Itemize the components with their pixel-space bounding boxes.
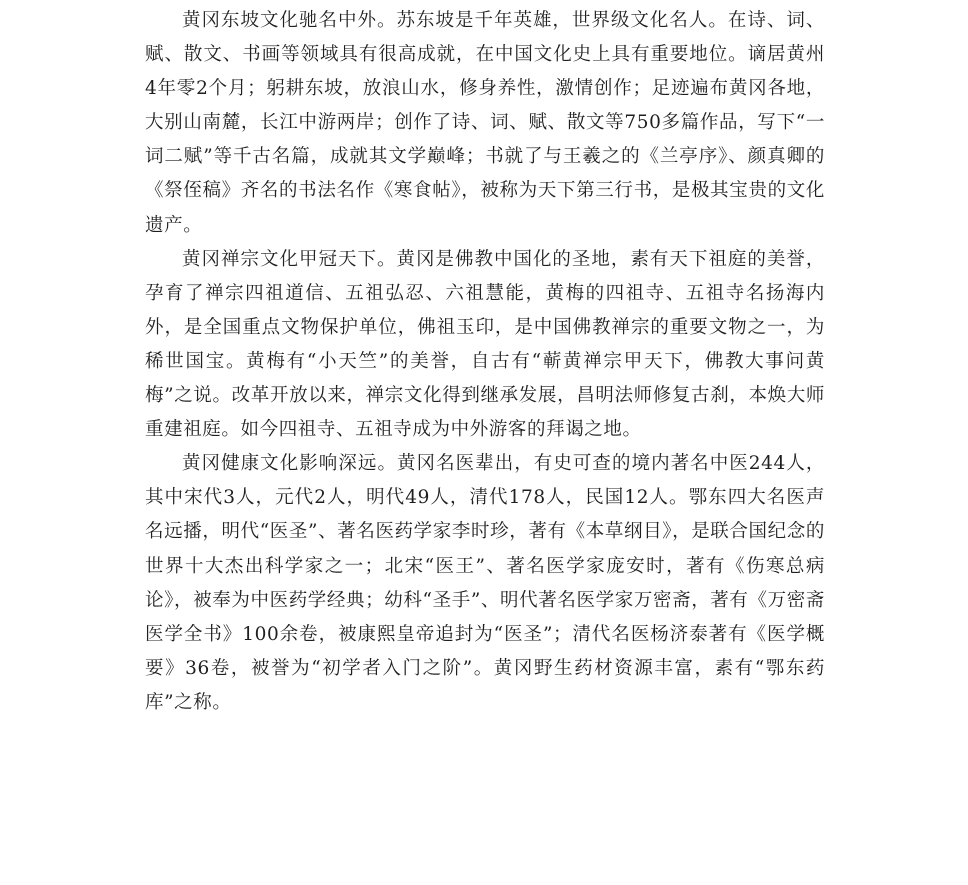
- paragraph-health-culture: 黄冈健康文化影响深远。黄冈名医辈出，有史可查的境内著名中医244人，其中宋代3人，元代2人，明代49人，清代178人，民国12人。鄂东四大名医声名远播，明代“医圣”、著名医药学家李时珍，著有《本草纲目》，是联合国纪念的世界十大杰出科学家之一；北宋“医王”、著名医学家庞安时，著有《伤寒总病论》，被奉为中医药学经典；幼科“圣手”、明代著名医学家万密斋，著有《万密斋医学全书》100余卷，被康熙皇帝追封为“医圣”；清代名医杨济泰著有《医学概要》36卷，被誉为“初学者入门之阶”。黄冈野生药材资源丰富，素有“鄂东药库”之称。: [145, 453, 825, 713]
- document-body: [145, 4, 825, 720]
- paragraph-dongpo-culture: 黄冈东坡文化驰名中外。苏东坡是千年英雄，世界级文化名人。在诗、词、赋、散文、书画等领域具有很高成就，在中国文化史上具有重要地位。谪居黄州4年零2个月；躬耕东坡，放浪山水，修身养性，激情创作；足迹遍布黄冈各地，大别山南麓，长江中游两岸；创作了诗、词、赋、散文等750多篇作品，写下“一词二赋”等千古名篇，成就其文学巅峰；书就了与王羲之的《兰亭序》、颜真卿的《祭侄稿》齐名的书法名作《寒食帖》，被称为天下第三行书，是极其宝贵的文化遗产。: [145, 10, 825, 236]
- paragraph-chan-culture: 黄冈禅宗文化甲冠天下。黄冈是佛教中国化的圣地，素有天下祖庭的美誉，孕育了禅宗四祖道信、五祖弘忍、六祖慧能，黄梅的四祖寺、五祖寺名扬海内外，是全国重点文物保护单位，佛祖玉印，是中国佛教禅宗的重要文物之一，为稀世国宝。黄梅有“小天竺”的美誉，自古有“蕲黄禅宗甲天下，佛教大事问黄梅”之说。改革开放以来，禅宗文化得到继承发展，昌明法师修复古刹，本焕大师重建祖庭。如今四祖寺、五祖寺成为中外游客的拜谒之地。: [145, 248, 825, 441]
